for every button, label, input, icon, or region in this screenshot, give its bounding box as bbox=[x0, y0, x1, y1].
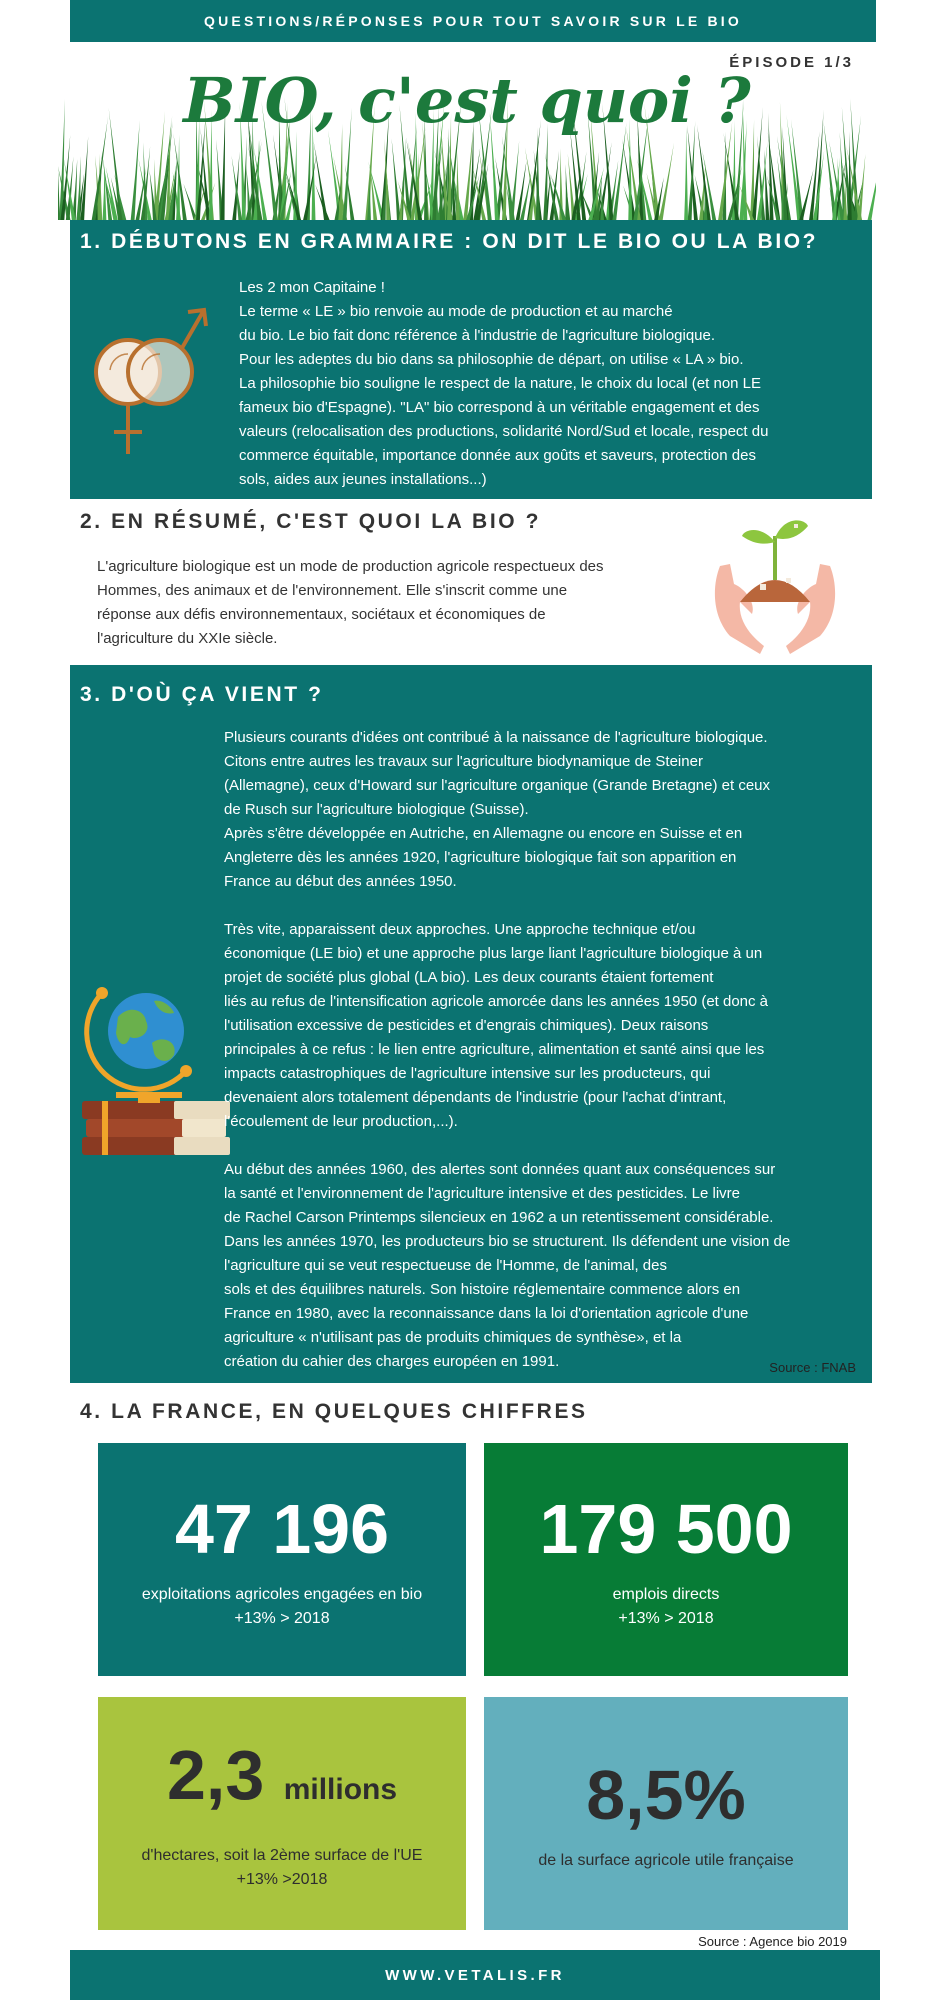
stat-description-line: d'hectares, soit la 2ème surface de l'UE bbox=[141, 1847, 423, 1864]
hero bbox=[58, 42, 876, 220]
top-banner bbox=[70, 0, 876, 42]
stat-description bbox=[142, 1844, 423, 1892]
stat-description-line: de la surface agricole utile française bbox=[538, 1851, 794, 1869]
section-summary-heading: 2. EN RÉSUMÉ, C'EST QUOI LA BIO ? bbox=[80, 510, 542, 533]
stat-card-farms bbox=[98, 1443, 466, 1676]
stat-description bbox=[613, 1583, 720, 1631]
grass-blade bbox=[314, 141, 329, 220]
source-note: Source : Agence bio 2019 bbox=[698, 1934, 847, 1949]
section-heading: 3. D'OÙ ÇA VIENT ? bbox=[80, 683, 324, 706]
stat-growth: +13% >2018 bbox=[236, 1871, 328, 1888]
source-note: Source : FNAB bbox=[769, 1360, 856, 1375]
stat-card-hectares bbox=[98, 1697, 466, 1930]
section-paragraph: Au début des années 1960, des alertes sont données quant aux conséquences sur la santé et l'environnement de l'agriculture intensive et des pesticides. Le livre de Rachel Carson Printemps silencieux en 1962 a un retentissement considérable. Dans les années 1970, les producteurs bio se structurent. Ils défendent une vision de l'agriculture qui se veut respectueuse de l'Homme, de l'animal, des sols et des équilibres naturels. Son histoire réglementaire commence alors en France en 1980, avec la reconnaissance dans la loi d'orientation agricole d'une agriculture « n'utilisant pas de produits chimiques de synthèse», et la création du cahier des charges européen en 1991. bbox=[224, 1161, 791, 1370]
grass-blade bbox=[391, 138, 401, 220]
stat-card-jobs bbox=[484, 1443, 848, 1676]
section-history bbox=[70, 665, 872, 1383]
banner-text: QUESTIONS/RÉPONSES POUR TOUT SAVOIR SUR LE BIO bbox=[204, 13, 742, 29]
stat-value: 179 500 bbox=[539, 1489, 793, 1568]
grass-blade bbox=[80, 136, 88, 220]
section-summary-text bbox=[97, 555, 697, 651]
grass-blade bbox=[867, 149, 876, 220]
stat-value: 47 196 bbox=[174, 1489, 390, 1568]
section-text bbox=[224, 726, 864, 1398]
globe-on-books-icon bbox=[82, 983, 232, 1163]
grass-blade bbox=[848, 131, 852, 220]
stat-value: 8,5% bbox=[586, 1755, 746, 1834]
grass-blade bbox=[684, 127, 688, 220]
gender-symbols-icon bbox=[92, 292, 212, 462]
stat-description bbox=[538, 1849, 793, 1873]
section-paragraph: Très vite, apparaissent deux approches. Une approche technique et/ou économique (LE bio) et une approche plus large liant l'agriculture biologique à un projet de société plus global (LA bio). Les deux courants étaient fortement liés au refus de l'intensification agricole amorcée dans les années 1950 (et donc à l'utilisation excessive de pesticides et d'engrais chimiques). Deux raisons principales à ce refus : le lien entre agriculture, alimentation et santé ainsi que les impacts catastrophiques de l'agriculture intensive sur les producteurs, qui devenaient alors totalement dépendants de l'industrie (pour l'achat d'intrant, l'écoulement de leur production,...). bbox=[224, 921, 769, 1130]
website-link[interactable]: WWW.VETALIS.FR bbox=[385, 1966, 565, 1984]
stat-card-surface bbox=[484, 1697, 848, 1930]
episode-label: ÉPISODE 1/3 bbox=[729, 54, 854, 71]
stat-value-wrap bbox=[167, 1735, 397, 1830]
footer-banner bbox=[70, 1950, 880, 2000]
section-grammar bbox=[70, 220, 872, 499]
plant-in-hands-icon bbox=[700, 506, 850, 654]
grass-blade bbox=[658, 143, 674, 220]
grass-blade bbox=[764, 150, 769, 220]
stat-description-line: emplois directs bbox=[612, 1585, 720, 1603]
grass-blade bbox=[58, 143, 60, 220]
section-heading: 1. DÉBUTONS EN GRAMMAIRE : ON DIT LE BIO OU LA BIO? bbox=[80, 230, 819, 253]
section-paragraph: Les 2 mon Capitaine ! Le terme « LE » bio renvoie au mode de production et au marché du bio. Le bio fait donc référence à l'industrie de l'agriculture biologique. Pour les adeptes du bio dans sa philosophie de départ, on utilise « LA » bio. La philosophie bio souligne le respect de la nature, le choix du local (et non LE fameux bio d'Espagne). "LA" bio correspond à un véritable engagement et des valeurs (relocalisation des productions, solidarité Nord/Sud et locale, respect du commerce équitable, importance donnée aux goûts et saveurs, protection des sols, aides aux jeunes installations...) bbox=[239, 279, 769, 488]
grass-blade bbox=[543, 123, 548, 220]
page-title: BIO, c'est quoi ? bbox=[183, 64, 751, 137]
stat-value: 2,3 bbox=[166, 1736, 265, 1814]
section-text bbox=[239, 276, 859, 492]
stat-description bbox=[142, 1583, 422, 1631]
stat-unit: millions bbox=[283, 1773, 398, 1806]
grass-blade bbox=[102, 164, 106, 220]
section-figures-heading: 4. LA FRANCE, EN QUELQUES CHIFFRES bbox=[80, 1400, 588, 1423]
stat-growth: +13% > 2018 bbox=[618, 1609, 714, 1627]
section-paragraph: L'agriculture biologique est un mode de production agricole respectueux des Hommes, des animaux et de l'environnement. Elle s'inscrit comme une réponse aux défis environnementaux, sociétaux et économiques de l'agriculture du XXIe siècle. bbox=[97, 558, 604, 647]
grass-blade bbox=[697, 125, 711, 220]
grass-blade bbox=[456, 150, 460, 220]
section-paragraph: Plusieurs courants d'idées ont contribué à la naissance de l'agriculture biologique. Citons entre autres les travaux sur l'agriculture biodynamique de Steiner (Allemagne), ceux d'Howard sur l'agriculture organique (Grande Bretagne) et ceux de Rusch sur l'agriculture biologique (Suisse). Après s'être développée en Autriche, en Allemagne ou encore en Suisse et en Angleterre dès les années 1920, l'agriculture biologique fait son apparition en France au début des années 1950. bbox=[224, 729, 771, 890]
stat-description-line: exploitations agricoles engagées en bio bbox=[141, 1585, 423, 1603]
stat-growth: +13% > 2018 bbox=[234, 1609, 330, 1627]
